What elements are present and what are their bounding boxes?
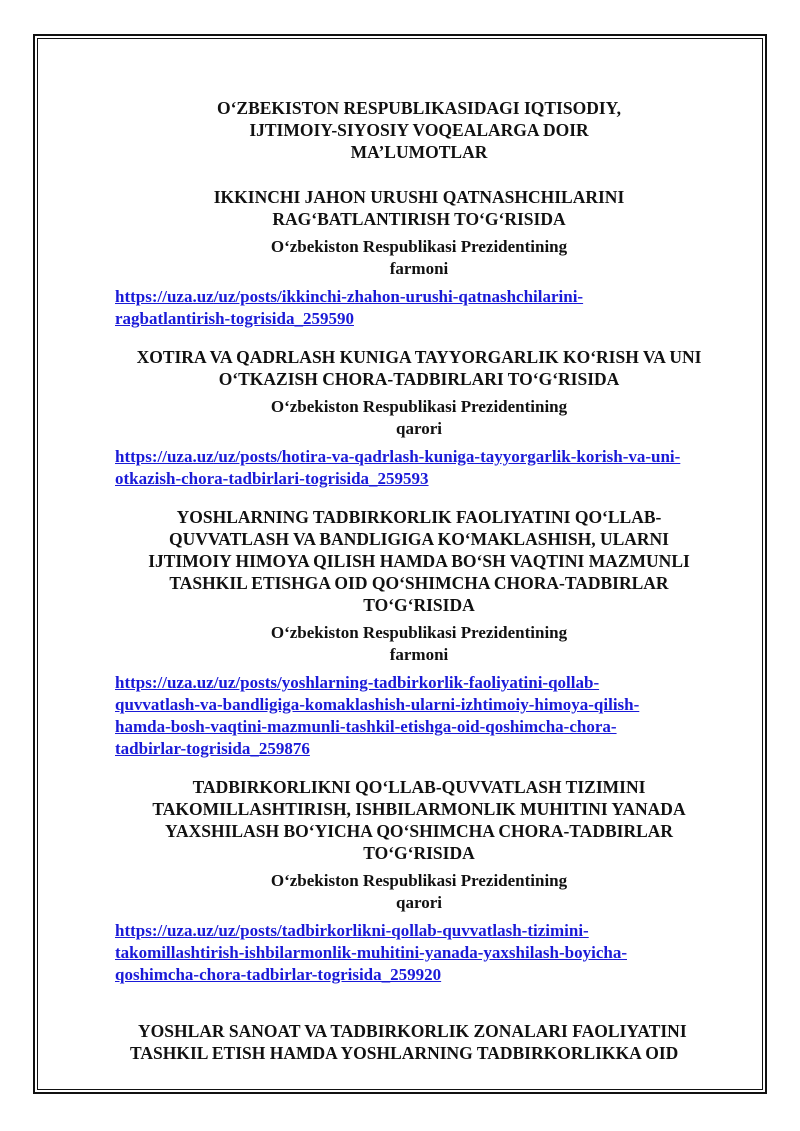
section-source-line: qarori xyxy=(396,419,442,438)
section-title-line: QUVVATLASH VA BANDLIGIGA KO‘MAKLASHISH, ULARNI xyxy=(169,529,669,549)
section-title-line: XOTIRA VA QADRLASH KUNIGA TAYYORGARLIK KO‘RISH VA UNI xyxy=(136,347,702,367)
document-body xyxy=(78,97,740,1064)
section-link-line[interactable]: qoshimcha-chora-tadbirlar-togrisida_259920 xyxy=(115,965,442,984)
section-link-line[interactable]: quvvatlash-va-bandligiga-komaklashish-ularni-izhtimoiy-himoya-qilish- xyxy=(115,695,640,714)
section-title-line: TASHKIL ETISHGA OID QO‘SHIMCHA CHORA-TADBIRLAR xyxy=(169,573,669,593)
section-source-line: O‘zbekiston Respublikasi Prezidentining xyxy=(270,397,568,416)
section-title-line: YAXSHILASH BO‘YICHA QO‘SHIMCHA CHORA-TADBIRLAR xyxy=(164,821,674,841)
section-title-line: TO‘G‘RISIDA xyxy=(363,595,475,615)
section-source-line: farmoni xyxy=(389,259,449,278)
section-link-line[interactable]: https://uza.uz/uz/posts/yoshlarning-tadbirkorlik-faoliyatini-qollab- xyxy=(115,673,600,692)
section-title-line: YOSHLAR SANOAT VA TADBIRKORLIK ZONALARI FAOLIYATINI xyxy=(138,1021,687,1041)
section-title-line: IKKINCHI JAHON URUSHI QATNASHCHILARINI xyxy=(213,187,625,207)
section-title-line: TASHKIL ETISH HAMDA YOSHLARNING TADBIRKORLIKKA OID xyxy=(130,1043,679,1063)
document-heading xyxy=(78,97,740,163)
section-source xyxy=(78,236,740,280)
section-link-line[interactable]: hamda-bosh-vaqtini-mazmunli-tashkil-etishga-oid-qoshimcha-chora- xyxy=(115,717,617,736)
section-title-line: TADBIRKORLIKNI QO‘LLAB-QUVVATLASH TIZIMINI xyxy=(192,777,646,797)
heading-line: IJTIMOIY-SIYOSIY VOQEALARGA DOIR xyxy=(249,120,589,140)
section-title-line: IJTIMOIY HIMOYA QILISH HAMDA BO‘SH VAQTINI MAZMUNLI xyxy=(148,551,690,571)
section-link[interactable] xyxy=(78,286,740,330)
section-link-line[interactable]: https://uza.uz/uz/posts/tadbirkorlikni-qollab-quvvatlash-tizimini- xyxy=(115,921,589,940)
section-source xyxy=(78,622,740,666)
section-link[interactable] xyxy=(78,920,740,986)
section-source-line: O‘zbekiston Respublikasi Prezidentining xyxy=(270,623,568,642)
section-title-line: RAG‘BATLANTIRISH TO‘G‘RISIDA xyxy=(272,209,566,229)
section-title xyxy=(78,506,740,616)
section-title xyxy=(78,346,740,390)
section-link-line[interactable]: otkazish-chora-tadbirlari-togrisida_259593 xyxy=(115,469,429,488)
section-link-line[interactable]: takomillashtirish-ishbilarmonlik-muhitini-yanada-yaxshilash-boyicha- xyxy=(115,943,627,962)
section-title-line: YOSHLARNING TADBIRKORLIK FAOLIYATINI QO‘LLAB- xyxy=(176,507,662,527)
section-source-line: O‘zbekiston Respublikasi Prezidentining xyxy=(270,871,568,890)
section-source-line: O‘zbekiston Respublikasi Prezidentining xyxy=(270,237,568,256)
section-link-line[interactable]: ragbatlantirish-togrisida_259590 xyxy=(115,309,354,328)
section-link-line[interactable]: tadbirlar-togrisida_259876 xyxy=(115,739,310,758)
section-source xyxy=(78,396,740,440)
section-title xyxy=(78,186,740,230)
section-title xyxy=(78,1020,740,1064)
section-link-line[interactable]: https://uza.uz/uz/posts/ikkinchi-zhahon-urushi-qatnashchilarini- xyxy=(115,287,584,306)
section-title-line: TAKOMILLASHTIRISH, ISHBILARMONLIK MUHITINI YANADA xyxy=(152,799,686,819)
section-link[interactable] xyxy=(78,446,740,490)
section-link-line[interactable]: https://uza.uz/uz/posts/hotira-va-qadrlash-kuniga-tayyorgarlik-korish-va-uni- xyxy=(115,447,681,466)
heading-line: MA’LUMOTLAR xyxy=(350,142,488,162)
section-title xyxy=(78,776,740,864)
section-source xyxy=(78,870,740,914)
section-title-line: O‘TKAZISH CHORA-TADBIRLARI TO‘G‘RISIDA xyxy=(218,369,620,389)
section-link[interactable] xyxy=(78,672,740,760)
heading-line: O‘ZBEKISTON RESPUBLIKASIDAGI IQTISODIY, xyxy=(216,98,622,118)
section-source-line: farmoni xyxy=(389,645,449,664)
section-source-line: qarori xyxy=(396,893,442,912)
section-title-line: TO‘G‘RISIDA xyxy=(363,843,475,863)
